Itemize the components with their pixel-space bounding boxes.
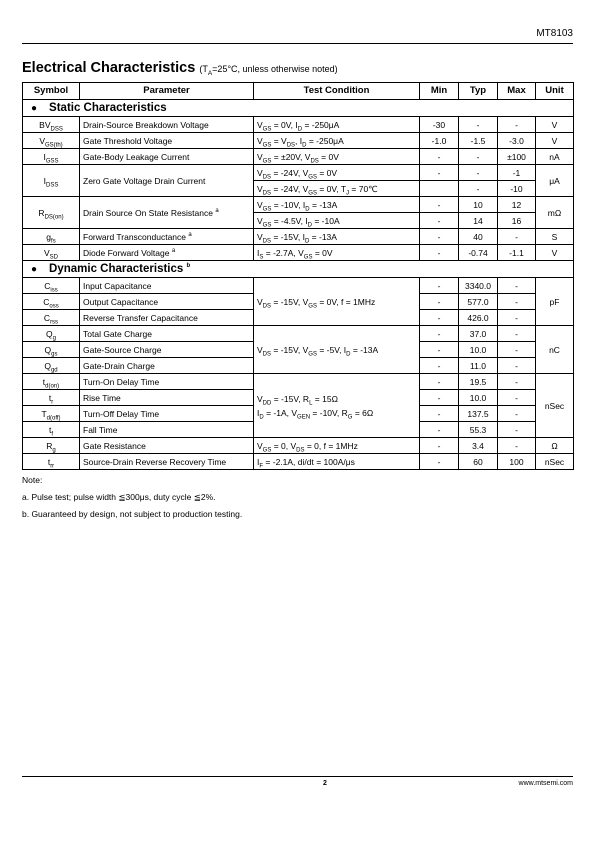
max-cell: 100 (498, 454, 536, 470)
typ-cell: 37.0 (459, 326, 498, 342)
typ-cell: 10.0 (459, 390, 498, 406)
min-cell: - (420, 310, 459, 326)
page-number: 2 (323, 780, 327, 787)
symbol-cell: $V_{SD}$ (23, 245, 80, 261)
max-cell: - (498, 229, 536, 245)
electrical-characteristics-table (22, 82, 574, 470)
max-cell: -10 (498, 181, 536, 197)
symbol-cell: $t_{d(on)}$ (23, 374, 80, 390)
min-cell: - (420, 358, 459, 374)
symbol-cell: $C_{oss}$ (23, 294, 80, 310)
notes-heading: Note: (22, 475, 43, 485)
section-label: Dynamic Characteristics (49, 262, 184, 275)
test-condition-cell: $I_S = -2.7A$, $V_{GS} = 0V$ (254, 245, 420, 261)
unit-cell: S (536, 229, 574, 245)
parameter-cell: Gate-Source Charge (80, 342, 254, 358)
min-cell: - (420, 326, 459, 342)
parameter-cell: Fall Time (80, 422, 254, 438)
symbol-cell: $Q_{gd}$ (23, 358, 80, 374)
parameter-cell: Turn-Off Delay Time (80, 406, 254, 422)
min-cell (420, 181, 459, 197)
symbol-cell: $I_{DSS}$ (23, 165, 80, 197)
min-cell: - (420, 454, 459, 470)
min-cell: - (420, 149, 459, 165)
parameter-cell: Source-Drain Reverse Recovery Time (80, 454, 254, 470)
table-row-vsd (23, 245, 574, 261)
min-cell: - (420, 197, 459, 213)
typ-cell: - (459, 117, 498, 133)
typ-cell: 60 (459, 454, 498, 470)
max-cell: - (498, 358, 536, 374)
max-cell: - (498, 406, 536, 422)
section-title (22, 60, 338, 76)
parameter-cell: Output Capacitance (80, 294, 254, 310)
test-condition-cell: $V_{DS} = -24V$, $V_{GS} = 0V$ (254, 165, 420, 181)
section-label: Static Characteristics (49, 101, 167, 114)
max-cell: -1 (498, 165, 536, 181)
symbol-cell: $C_{rss}$ (23, 310, 80, 326)
parameter-cell: Gate-Body Leakage Current (80, 149, 254, 165)
test-condition-cell: $V_{GS} = -4.5V$, $I_D = -10A$ (254, 213, 420, 229)
website-link[interactable]: www.mtsemi.com (518, 780, 573, 787)
part-number: MT8103 (536, 28, 573, 39)
min-cell: - (420, 374, 459, 390)
table-row-rdson (23, 197, 574, 213)
section-note: b (186, 262, 191, 269)
table-row-idss (23, 165, 574, 181)
test-condition-cell: $V_{DS} = -15V$, $V_{GS} = -5V$, $I_D = -13A$ (254, 326, 420, 374)
test-condition-cell: $V_{GS} = V_{DS}$, $I_D = -250\mu A$ (254, 133, 420, 149)
col-header-unit: Unit (536, 83, 574, 100)
min-cell: - (420, 342, 459, 358)
max-cell: - (498, 117, 536, 133)
table-row-tdon (23, 374, 574, 390)
parameter-cell: Turn-On Delay Time (80, 374, 254, 390)
bullet-icon: ● (31, 263, 38, 275)
table-row-rg (23, 438, 574, 454)
col-header-typ: Typ (459, 83, 498, 100)
symbol-cell: $t_f$ (23, 422, 80, 438)
unit-cell: nSec (536, 374, 574, 438)
unit-cell: pF (536, 278, 574, 326)
test-condition-cell: $V_{GS} = -10V$, $I_D = -13A$ (254, 197, 420, 213)
note-b: b. Guaranteed by design, not subject to production testing. (22, 509, 243, 519)
unit-cell: V (536, 117, 574, 133)
symbol-cell: $Q_g$ (23, 326, 80, 342)
header-rule (22, 43, 573, 44)
max-cell: 16 (498, 213, 536, 229)
table-row-trr (23, 454, 574, 470)
parameter-cell: Gate Resistance (80, 438, 254, 454)
typ-cell: 3.4 (459, 438, 498, 454)
typ-cell: 577.0 (459, 294, 498, 310)
typ-cell: 40 (459, 229, 498, 245)
max-cell: - (498, 278, 536, 294)
parameter-cell: Forward Transconductance $^a$ (80, 229, 254, 245)
parameter-cell: Reverse Transfer Capacitance (80, 310, 254, 326)
table-row-gfs (23, 229, 574, 245)
test-condition-cell: $V_{DS} = -15V$, $I_D = -13A$ (254, 229, 420, 245)
typ-cell: -1.5 (459, 133, 498, 149)
max-cell: - (498, 422, 536, 438)
typ-cell: 426.0 (459, 310, 498, 326)
unit-cell: nSec (536, 454, 574, 470)
table-row-ciss (23, 278, 574, 294)
max-cell: - (498, 294, 536, 310)
max-cell: - (498, 438, 536, 454)
parameter-cell: Rise Time (80, 390, 254, 406)
parameter-cell: Drain-Source Breakdown Voltage (80, 117, 254, 133)
symbol-cell: $R_g$ (23, 438, 80, 454)
typ-cell: - (459, 149, 498, 165)
max-cell: - (498, 342, 536, 358)
symbol-cell: $BV_{DSS}$ (23, 117, 80, 133)
test-condition-cell: $V_{DS} = -15V$, $V_{GS} = 0V$, f = 1MHz (254, 278, 420, 326)
col-header-symbol: Symbol (23, 83, 80, 100)
col-header-test-condition: Test Condition (254, 83, 420, 100)
test-condition-cell: $V_{DS} = -24V$, $V_{GS} = 0V$, $T_J$ = 70℃ (254, 181, 420, 197)
symbol-cell: $C_{iss}$ (23, 278, 80, 294)
test-condition-cell: $V_{GS} = 0$, $V_{DS} = 0$, f = 1MHz (254, 438, 420, 454)
unit-cell: μA (536, 165, 574, 197)
max-cell: - (498, 374, 536, 390)
title-main: Electrical Characteristics (22, 60, 196, 76)
min-cell: - (420, 245, 459, 261)
test-condition-cell: $I_F = -2.1A$, di/dt = 100A/μs (254, 454, 420, 470)
section-row-static (23, 100, 574, 117)
test-condition-cell: $V_{DD} = -15V$, $R_L = 15\Omega$ $I_D = -1A$, $V_{GEN} = -10V$, $R_G = 6\Omega$ (254, 374, 420, 438)
min-cell: - (420, 165, 459, 181)
symbol-cell: $V_{GS(th)}$ (23, 133, 80, 149)
footer-rule (22, 776, 573, 777)
col-header-max: Max (498, 83, 536, 100)
symbol-cell: $t_{rr}$ (23, 454, 80, 470)
parameter-cell: Gate Threshold Voltage (80, 133, 254, 149)
unit-cell: V (536, 133, 574, 149)
title-condition: ($T_A=25^\circ C$, unless otherwise noted) (199, 64, 338, 77)
table-row-qg (23, 326, 574, 342)
min-cell: - (420, 390, 459, 406)
max-cell: - (498, 310, 536, 326)
max-cell: - (498, 326, 536, 342)
min-cell: - (420, 278, 459, 294)
typ-cell: - (459, 165, 498, 181)
parameter-cell: Drain Source On State Resistance $^a$ (80, 197, 254, 229)
min-cell: - (420, 294, 459, 310)
symbol-cell: $g_{fs}$ (23, 229, 80, 245)
unit-cell: mΩ (536, 197, 574, 229)
typ-cell: 19.5 (459, 374, 498, 390)
min-cell: - (420, 213, 459, 229)
unit-cell: Ω (536, 438, 574, 454)
note-a: a. Pulse test; pulse width ≦300μs, duty cycle ≦2%. (22, 492, 216, 502)
parameter-cell: Diode Forward Voltage $^a$ (80, 245, 254, 261)
min-cell: - (420, 406, 459, 422)
typ-cell: 14 (459, 213, 498, 229)
max-cell: 12 (498, 197, 536, 213)
typ-cell: 10.0 (459, 342, 498, 358)
col-header-min: Min (420, 83, 459, 100)
parameter-cell: Gate-Drain Charge (80, 358, 254, 374)
unit-cell: nA (536, 149, 574, 165)
symbol-cell: $T_{d(off)}$ (23, 406, 80, 422)
table-header-row (23, 83, 574, 100)
min-cell: - (420, 229, 459, 245)
typ-cell: - (459, 181, 498, 197)
table-row-vgsth (23, 133, 574, 149)
unit-cell: nC (536, 326, 574, 374)
max-cell: -3.0 (498, 133, 536, 149)
typ-cell: -0.74 (459, 245, 498, 261)
symbol-cell: $R_{DS(on)}$ (23, 197, 80, 229)
typ-cell: 137.5 (459, 406, 498, 422)
unit-cell: V (536, 245, 574, 261)
parameter-cell: Input Capacitance (80, 278, 254, 294)
table-row-igss (23, 149, 574, 165)
test-condition-cell: $V_{GS} = \pm 20V$, $V_{DS} = 0V$ (254, 149, 420, 165)
max-cell: - (498, 390, 536, 406)
table-row-bvdss (23, 117, 574, 133)
min-cell: -30 (420, 117, 459, 133)
test-condition-cell: $V_{GS} = 0V$, $I_D = -250\mu A$ (254, 117, 420, 133)
symbol-cell: $t_r$ (23, 390, 80, 406)
max-cell: -1.1 (498, 245, 536, 261)
section-row-dynamic (23, 261, 574, 278)
bullet-icon: ● (31, 102, 38, 114)
min-cell: -1.0 (420, 133, 459, 149)
typ-cell: 3340.0 (459, 278, 498, 294)
min-cell: - (420, 422, 459, 438)
parameter-cell: Total Gate Charge (80, 326, 254, 342)
symbol-cell: $I_{GSS}$ (23, 149, 80, 165)
typ-cell: 10 (459, 197, 498, 213)
col-header-parameter: Parameter (80, 83, 254, 100)
typ-cell: 55.3 (459, 422, 498, 438)
symbol-cell: $Q_{gs}$ (23, 342, 80, 358)
parameter-cell: Zero Gate Voltage Drain Current (80, 165, 254, 197)
typ-cell: 11.0 (459, 358, 498, 374)
max-cell: ±100 (498, 149, 536, 165)
notes (22, 474, 242, 525)
min-cell: - (420, 438, 459, 454)
